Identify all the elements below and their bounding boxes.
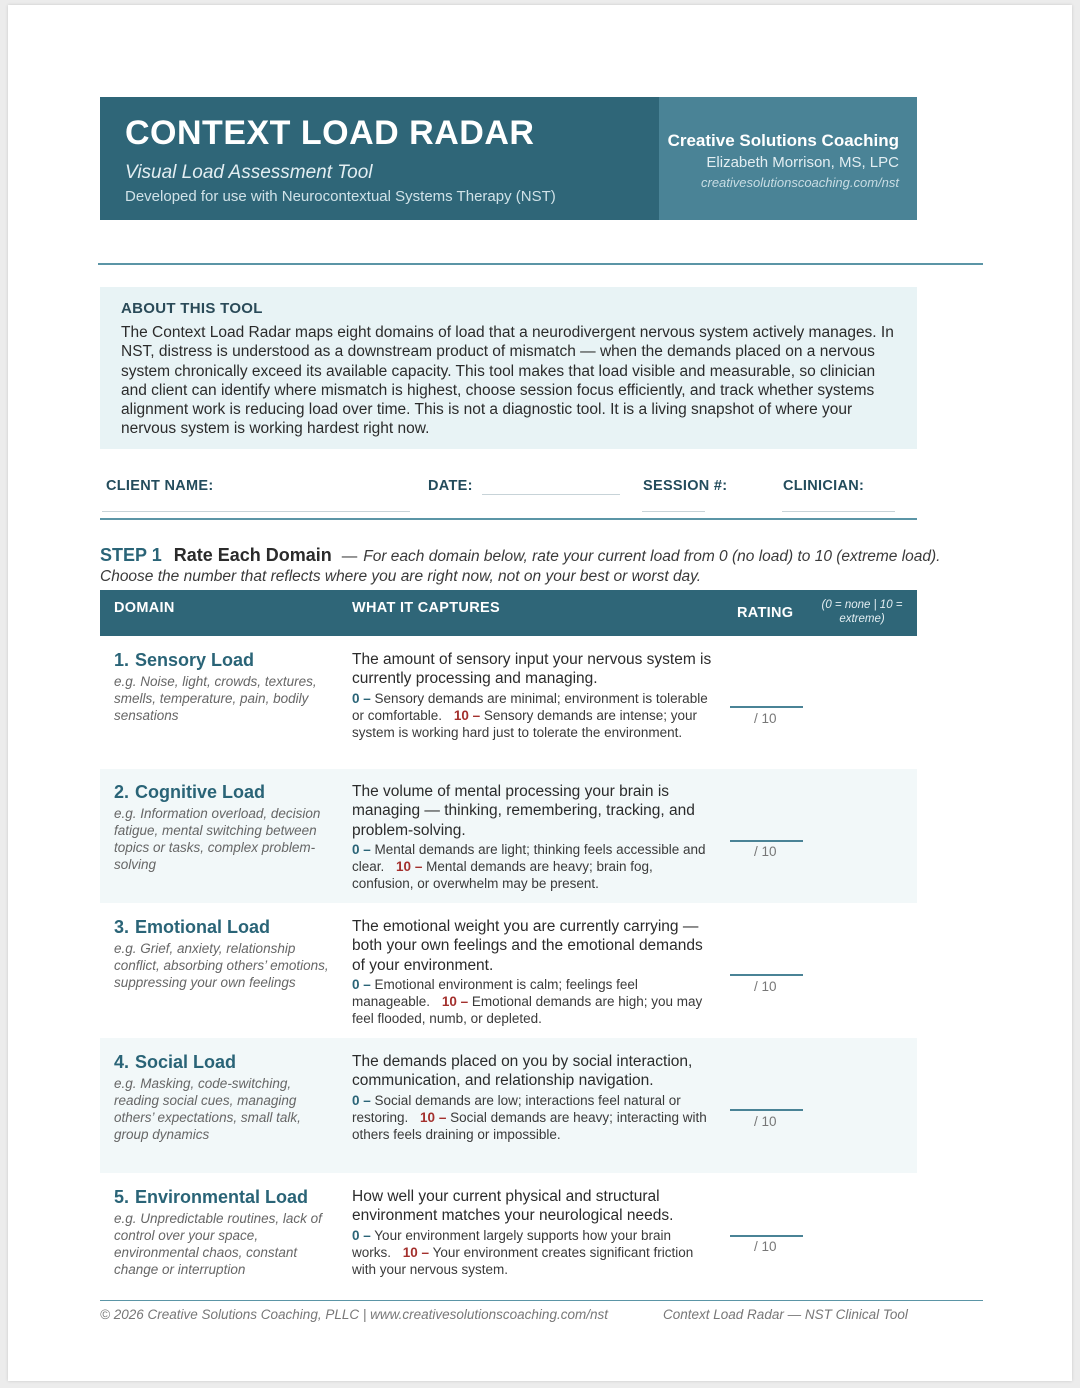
domain-examples: e.g. Unpredictable routines, lack of control over your space, environmental chaos, constant change or interruption bbox=[114, 1211, 322, 1277]
rating-scale-note: (0 = none | 10 = extreme) bbox=[821, 599, 903, 625]
high-text: Social demands are heavy; interacting with others feels draining or impossible. bbox=[352, 1109, 707, 1142]
col-domain: DOMAIN bbox=[114, 600, 175, 616]
step-instruction bbox=[100, 545, 980, 587]
domain-capture bbox=[352, 1187, 712, 1278]
client-name-label: CLIENT NAME: bbox=[106, 478, 214, 494]
about-body: The Context Load Radar maps eight domains of load that a neurodivergent nervous system actively manages. In NST, distress is understood as a downstream product of mismatch — when the demands placed on a nervous system chronically exceed its available capacity. This tool makes that load visible and measurable, so clinician and client can identify where mismatch is highest, choose session focus efficiently, and track whether systems alignment work is reducing load over time. This is not a diagnostic tool. It is a living snapshot of where your nervous system is working hardest right now. bbox=[121, 324, 894, 438]
capture-text: The volume of mental processing your brain is managing — thinking, remembering, tracking, and problem-solving. bbox=[352, 783, 695, 839]
domain-title bbox=[114, 917, 270, 938]
high-text: Emotional demands are high; you may feel flooded, numb, or depleted. bbox=[352, 993, 703, 1026]
domain-examples: e.g. Masking, code-switching, reading social cues, managing others’ expectations, small talk, group dynamics bbox=[114, 1076, 301, 1142]
step-dash: — bbox=[341, 548, 358, 565]
divider bbox=[98, 263, 983, 265]
high-label: 10 – bbox=[396, 858, 423, 874]
domain-name: Environmental Load bbox=[135, 1187, 309, 1207]
about-heading: ABOUT THIS TOOL bbox=[121, 300, 263, 317]
col-captures: WHAT IT CAPTURES bbox=[352, 600, 500, 616]
rating-scale bbox=[352, 841, 712, 892]
step-title: Rate Each Domain bbox=[173, 545, 332, 565]
high-label: 10 – bbox=[453, 707, 481, 723]
high-text: Mental demands are heavy; brain fog, confusion, or overwhelm may be present. bbox=[352, 858, 653, 891]
low-label: 0 – bbox=[352, 690, 371, 706]
rating-out-of: / 10 bbox=[754, 844, 777, 859]
low-text: Your environment largely supports how your brain works. bbox=[352, 1227, 671, 1260]
session-label: SESSION #: bbox=[643, 478, 728, 494]
domain-title bbox=[114, 1052, 236, 1073]
rating-out-of: / 10 bbox=[754, 1114, 777, 1129]
low-label: 0 – bbox=[352, 1092, 371, 1108]
domain-name: Cognitive Load bbox=[135, 782, 266, 802]
high-text: Your environment creates significant friction with your nervous system. bbox=[352, 1244, 694, 1277]
low-label: 0 – bbox=[352, 841, 371, 857]
domain-examples: e.g. Grief, anxiety, relationship conflict, absorbing others’ emotions, suppressing your own feelings bbox=[114, 941, 329, 990]
domain-number: 2. bbox=[114, 782, 130, 802]
low-label: 0 – bbox=[352, 976, 371, 992]
rating-input[interactable] bbox=[730, 706, 803, 708]
table-row bbox=[100, 769, 917, 903]
rating-scale bbox=[352, 1092, 712, 1143]
table-row bbox=[100, 1038, 917, 1173]
domain-title bbox=[114, 1187, 308, 1208]
date-field[interactable] bbox=[482, 494, 620, 495]
table-header bbox=[100, 590, 917, 636]
rating-input[interactable] bbox=[730, 974, 803, 976]
divider bbox=[100, 518, 917, 520]
capture-text: How well your current physical and structural environment matches your neurological needs. bbox=[352, 1188, 674, 1225]
domain-number: 4. bbox=[114, 1052, 130, 1072]
session-field[interactable] bbox=[642, 511, 705, 512]
domain-title bbox=[114, 650, 254, 671]
footer-tool-name: Context Load Radar — NST Clinical Tool bbox=[663, 1307, 908, 1322]
domain-capture bbox=[352, 1052, 712, 1143]
clinician-field[interactable] bbox=[782, 511, 895, 512]
org-clinician-name: Elizabeth Morrison, MS, LPC bbox=[706, 154, 899, 171]
domain-name: Emotional Load bbox=[135, 917, 271, 937]
rating-out-of: / 10 bbox=[754, 1239, 777, 1254]
rating-scale bbox=[352, 690, 712, 741]
domain-capture bbox=[352, 782, 712, 892]
rating-input[interactable] bbox=[730, 1109, 803, 1111]
low-text: Emotional environment is calm; feelings feel manageable. bbox=[352, 976, 638, 1009]
developed-for-note: Developed for use with Neurocontextual Systems Therapy (NST) bbox=[125, 188, 556, 205]
clinician-label: CLINICIAN: bbox=[783, 478, 865, 494]
domain-number: 3. bbox=[114, 917, 130, 937]
high-text: Sensory demands are intense; your system is working hard just to tolerate the environment. bbox=[352, 707, 697, 740]
table-row bbox=[100, 1173, 917, 1291]
col-rating: RATING bbox=[737, 605, 794, 621]
rating-input[interactable] bbox=[730, 840, 803, 842]
domain-name: Social Load bbox=[135, 1052, 237, 1072]
page-title: CONTEXT LOAD RADAR bbox=[125, 114, 535, 152]
low-label: 0 – bbox=[352, 1227, 371, 1243]
high-label: 10 – bbox=[402, 1244, 430, 1260]
capture-text: The amount of sensory input your nervous system is currently processing and managing. bbox=[352, 651, 712, 688]
rating-out-of: / 10 bbox=[754, 979, 777, 994]
high-label: 10 – bbox=[420, 1109, 447, 1125]
page-subtitle: Visual Load Assessment Tool bbox=[125, 162, 373, 183]
domain-examples: e.g. Noise, light, crowds, textures, smells, temperature, pain, bodily sensations bbox=[114, 674, 317, 723]
date-label: DATE: bbox=[428, 478, 473, 494]
low-text: Sensory demands are minimal; environment is tolerable or comfortable. bbox=[352, 690, 708, 723]
rating-scale bbox=[352, 976, 712, 1027]
domain-title bbox=[114, 782, 265, 803]
rating-scale bbox=[352, 1227, 712, 1278]
step-label: STEP 1 bbox=[100, 545, 162, 565]
client-name-field[interactable] bbox=[102, 511, 410, 512]
footer-divider bbox=[100, 1300, 983, 1301]
step-text: For each domain below, rate your current load from 0 (no load) to 10 (extreme load). Choose the number that reflects where you are right now, not on your best or worst day. bbox=[100, 548, 941, 585]
org-url: creativesolutionscoaching.com/nst bbox=[701, 175, 899, 190]
domain-examples: e.g. Information overload, decision fatigue, mental switching between topics or tasks, complex problem-solving bbox=[114, 806, 321, 872]
high-label: 10 – bbox=[441, 993, 469, 1009]
domain-number: 5. bbox=[114, 1187, 130, 1207]
domain-number: 1. bbox=[114, 650, 130, 670]
capture-text: The emotional weight you are currently carrying — both your own feelings and the emotional demands of your environment. bbox=[352, 918, 703, 974]
low-text: Social demands are low; interactions feel natural or restoring. bbox=[352, 1092, 681, 1125]
table-row bbox=[100, 636, 917, 769]
table-row bbox=[100, 903, 917, 1038]
low-text: Mental demands are light; thinking feels accessible and clear. bbox=[352, 841, 706, 874]
rating-out-of: / 10 bbox=[754, 711, 777, 726]
domain-name: Sensory Load bbox=[135, 650, 255, 670]
domain-capture bbox=[352, 650, 712, 741]
capture-text: The demands placed on you by social interaction, communication, and relationship navigation. bbox=[352, 1053, 693, 1090]
footer-copyright: © 2026 Creative Solutions Coaching, PLLC | www.creativesolutionscoaching.com/nst bbox=[100, 1307, 608, 1322]
org-name: Creative Solutions Coaching bbox=[667, 131, 899, 150]
domain-capture bbox=[352, 917, 712, 1027]
rating-input[interactable] bbox=[730, 1235, 803, 1237]
